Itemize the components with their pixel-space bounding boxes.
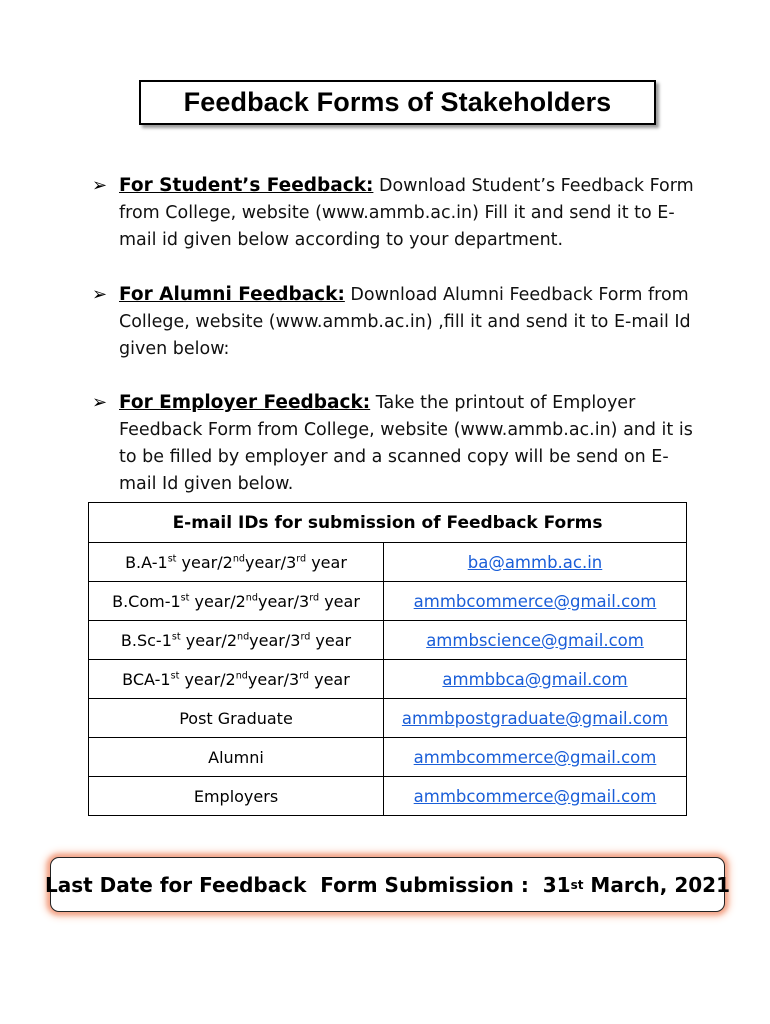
email-table bbox=[88, 502, 687, 816]
page-title: Feedback Forms of Stakeholders bbox=[183, 87, 612, 117]
ordinal-suffix: rd bbox=[309, 592, 320, 604]
course-prefix: B.A-1 bbox=[125, 552, 168, 572]
alumni-feedback-heading: For Alumni Feedback: bbox=[119, 284, 345, 305]
student-feedback-section bbox=[92, 172, 704, 254]
table-row bbox=[89, 660, 687, 699]
course-cell: B.Sc-1st year/2ndyear/3rd year bbox=[89, 621, 384, 660]
alumni-feedback-text: Download Alumni Feedback Form from College, website (www.ammb.ac.in) ,fill it and send it to E-mail Id given below: bbox=[119, 285, 691, 359]
course-cell: BCA-1st year/2ndyear/3rd year bbox=[89, 660, 384, 699]
ordinal-suffix: nd bbox=[237, 631, 250, 643]
course-prefix: B.Com-1 bbox=[112, 591, 181, 611]
course-cell: B.A-1st year/2ndyear/3rd year bbox=[89, 543, 384, 582]
deadline-date-rest: March, 2021 bbox=[583, 872, 731, 897]
student-feedback-body bbox=[119, 172, 704, 254]
email-link[interactable]: ammbcommerce@gmail.com bbox=[384, 582, 687, 621]
email-link[interactable]: ammbpostgraduate@gmail.com bbox=[384, 699, 687, 738]
table-row bbox=[89, 582, 687, 621]
deadline-label: Last Date for Feedback Form Submission : 31 bbox=[44, 872, 571, 897]
arrow-bullet-icon: ➢ bbox=[92, 175, 108, 196]
table-header-row bbox=[89, 503, 687, 543]
table-row bbox=[89, 699, 687, 738]
course-prefix: B.Sc-1 bbox=[120, 630, 172, 650]
table-row bbox=[89, 777, 687, 816]
email-link[interactable]: ammbcommerce@gmail.com bbox=[384, 777, 687, 816]
table-row bbox=[89, 543, 687, 582]
student-feedback-heading: For Student’s Feedback: bbox=[119, 175, 374, 196]
alumni-feedback-section bbox=[92, 281, 704, 363]
ordinal-suffix: st bbox=[170, 670, 180, 682]
employer-feedback-body bbox=[119, 389, 704, 498]
ordinal-suffix: st bbox=[167, 553, 177, 565]
ordinal-suffix: nd bbox=[245, 592, 258, 604]
table-row bbox=[89, 621, 687, 660]
category-cell: Post Graduate bbox=[89, 699, 384, 738]
ordinal-suffix: st bbox=[171, 631, 181, 643]
employer-feedback-section bbox=[92, 389, 704, 498]
table-header: E-mail IDs for submission of Feedback Forms bbox=[89, 503, 687, 543]
student-feedback-text: Download Student’s Feedback Form from College, website (www.ammb.ac.in) Fill it and send it to E-mail id given below according to your department. bbox=[119, 176, 694, 250]
alumni-feedback-body bbox=[119, 281, 704, 363]
employer-feedback-text: Take the printout of Employer Feedback Form from College, website (www.ammb.ac.in) and it is to be filled by employer and a scanned copy will be send on E-mail Id given below. bbox=[119, 393, 693, 494]
ordinal-suffix: rd bbox=[296, 553, 307, 565]
email-link[interactable]: ammbcommerce@gmail.com bbox=[384, 738, 687, 777]
ordinal-suffix: rd bbox=[300, 631, 311, 643]
email-link[interactable]: ammbscience@gmail.com bbox=[384, 621, 687, 660]
arrow-bullet-icon: ➢ bbox=[92, 284, 108, 305]
category-cell: Employers bbox=[89, 777, 384, 816]
ordinal-suffix: nd bbox=[235, 670, 248, 682]
table-row bbox=[89, 738, 687, 777]
deadline-box: Last Date for Feedback Form Submission : 31 st March, 2021 bbox=[50, 857, 725, 912]
arrow-bullet-icon: ➢ bbox=[92, 392, 108, 413]
title-box bbox=[139, 80, 656, 125]
email-link[interactable]: ba@ammb.ac.in bbox=[384, 543, 687, 582]
course-prefix: BCA-1 bbox=[122, 669, 171, 689]
category-cell: Alumni bbox=[89, 738, 384, 777]
ordinal-suffix: nd bbox=[232, 553, 245, 565]
employer-feedback-heading: For Employer Feedback: bbox=[119, 392, 371, 413]
ordinal-suffix: st bbox=[180, 592, 190, 604]
email-link[interactable]: ammbbca@gmail.com bbox=[384, 660, 687, 699]
course-cell: B.Com-1st year/2ndyear/3rd year bbox=[89, 582, 384, 621]
ordinal-suffix: rd bbox=[299, 670, 310, 682]
